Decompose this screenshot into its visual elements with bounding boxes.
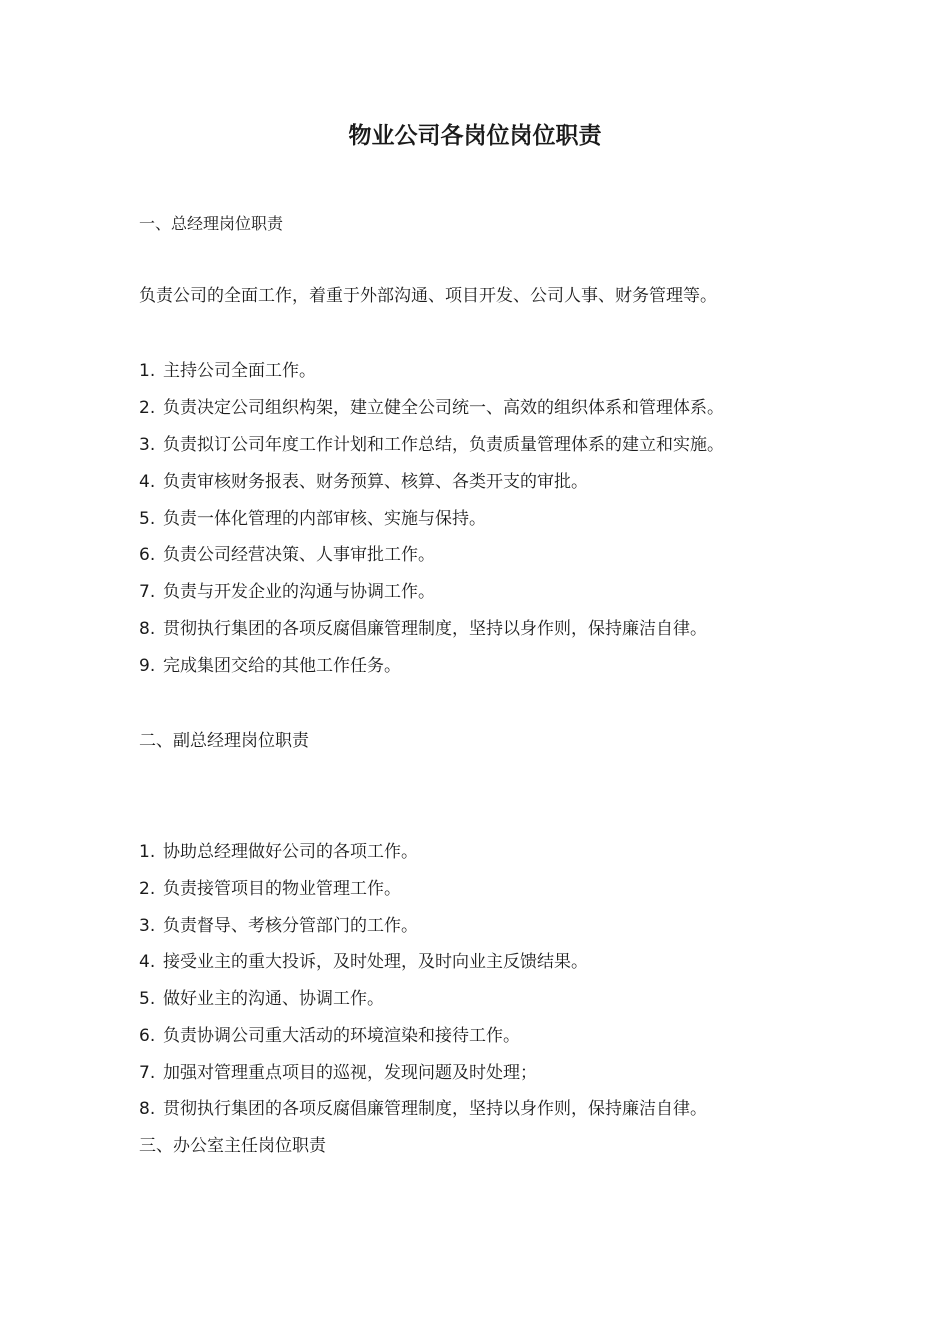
list-item xyxy=(139,914,418,938)
list-item-number: 5. xyxy=(139,989,156,1009)
list-item-text: 做好业主的沟通、协调工作。 xyxy=(163,989,384,1009)
list-item-number: 3. xyxy=(139,435,156,455)
list-item xyxy=(139,877,401,901)
list-item-text: 负责协调公司重大活动的环境渲染和接待工作。 xyxy=(163,1026,520,1046)
list-item-number: 7. xyxy=(139,1063,156,1083)
list-item-text: 接受业主的重大投诉，及时处理，及时向业主反馈结果。 xyxy=(163,952,588,972)
list-item-number: 5. xyxy=(139,509,156,529)
section-heading-office-director: 三、办公室主任岗位职责 xyxy=(139,1136,326,1156)
list-item-number: 1. xyxy=(139,361,156,381)
list-item-text: 负责与开发企业的沟通与协调工作。 xyxy=(163,582,435,602)
list-item-number: 9. xyxy=(139,656,156,676)
list-item-text: 负责接管项目的物业管理工作。 xyxy=(163,879,401,899)
list-item-number: 2. xyxy=(139,398,156,418)
list-item xyxy=(139,396,724,420)
list-item-number: 3. xyxy=(139,916,156,936)
section-heading-general-manager: 一、总经理岗位职责 xyxy=(139,214,284,233)
list-item-text: 负责督导、考核分管部门的工作。 xyxy=(163,916,418,936)
list-item-text: 协助总经理做好公司的各项工作。 xyxy=(163,842,418,862)
section-intro-general-manager: 负责公司的全面工作，着重于外部沟通、项目开发、公司人事、财务管理等。 xyxy=(139,286,717,306)
list-item-number: 1. xyxy=(139,842,156,862)
list-item-text: 负责拟订公司年度工作计划和工作总结，负责质量管理体系的建立和实施。 xyxy=(163,435,724,455)
list-item xyxy=(139,470,588,494)
list-item-text: 负责决定公司组织构架，建立健全公司统一、高效的组织体系和管理体系。 xyxy=(163,398,724,418)
list-item xyxy=(139,1097,707,1121)
list-item-number: 4. xyxy=(139,952,156,972)
list-item xyxy=(139,1024,520,1048)
document-title: 物业公司各岗位岗位职责 xyxy=(348,123,602,149)
list-item xyxy=(139,1061,537,1085)
list-item-text: 贯彻执行集团的各项反腐倡廉管理制度，坚持以身作则，保持廉洁自律。 xyxy=(163,619,707,639)
list-item xyxy=(139,987,384,1011)
list-item-text: 加强对管理重点项目的巡视，发现问题及时处理； xyxy=(163,1063,537,1083)
list-item-number: 8. xyxy=(139,1099,156,1119)
list-item xyxy=(139,507,486,531)
list-item-number: 7. xyxy=(139,582,156,602)
list-item xyxy=(139,950,588,974)
list-item xyxy=(139,580,435,604)
list-item xyxy=(139,543,435,567)
list-item-number: 6. xyxy=(139,545,156,565)
list-item-text: 负责审核财务报表、财务预算、核算、各类开支的审批。 xyxy=(163,472,588,492)
list-item xyxy=(139,617,707,641)
list-item xyxy=(139,359,316,383)
section-heading-deputy-general-manager: 二、副总经理岗位职责 xyxy=(139,731,309,751)
list-item-number: 6. xyxy=(139,1026,156,1046)
list-item-number: 4. xyxy=(139,472,156,492)
list-item-number: 8. xyxy=(139,619,156,639)
list-item-text: 主持公司全面工作。 xyxy=(163,361,316,381)
list-item xyxy=(139,840,418,864)
list-item-text: 负责一体化管理的内部审核、实施与保持。 xyxy=(163,509,486,529)
list-item xyxy=(139,433,724,457)
list-item-text: 负责公司经营决策、人事审批工作。 xyxy=(163,545,435,565)
list-item xyxy=(139,654,401,678)
list-item-number: 2. xyxy=(139,879,156,899)
list-item-text: 完成集团交给的其他工作任务。 xyxy=(163,656,401,676)
list-item-text: 贯彻执行集团的各项反腐倡廉管理制度，坚持以身作则，保持廉洁自律。 xyxy=(163,1099,707,1119)
